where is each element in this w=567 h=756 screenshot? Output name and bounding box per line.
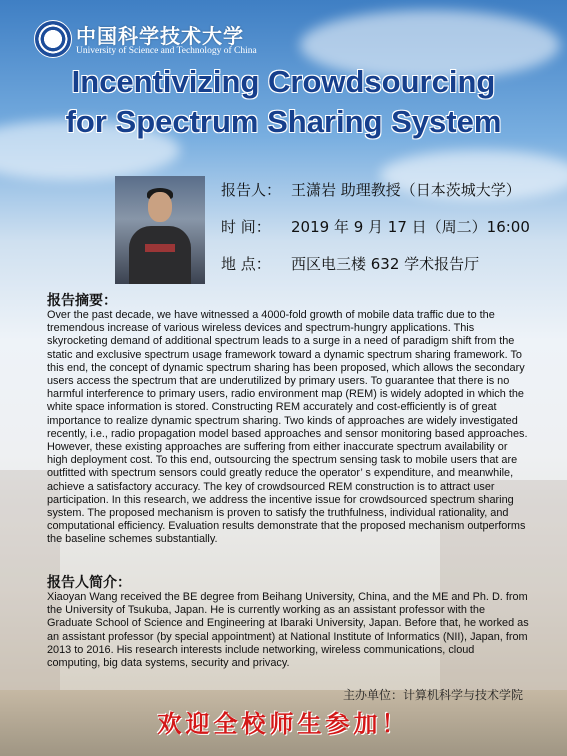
welcome-banner: 欢迎全校师生参加！ bbox=[157, 709, 410, 738]
time-label: 时 间： bbox=[221, 218, 271, 236]
talk-title-line-1: Incentivizing Crowdsourcing bbox=[71, 64, 496, 99]
time-row bbox=[221, 216, 530, 237]
place-value: 西区电三楼 632 学术报告厅 bbox=[291, 255, 480, 273]
speaker-value: 王潇岩 助理教授（日本茨城大学） bbox=[291, 181, 521, 199]
bio-text: Xiaoyan Wang received the BE degree from Beihang University, China, and the ME and Ph. D. from the University of Tsukuba, Japan. He is currently working as an assistant professor with the Graduate School of Science and Engineering at Ibaraki University, Japan. Before that, he worked as an assistant professor (by special appointment) at National Institute of Informatics (NII), Japan, from 2013 to 2016. His research interests include networking, wireless communications, cloud computing, big data systems, security and privacy. bbox=[47, 591, 529, 670]
university-logo bbox=[34, 20, 257, 60]
speaker-photo bbox=[115, 176, 205, 284]
university-seal-icon bbox=[34, 20, 72, 58]
university-name-cn: 中国科学技术大学 bbox=[76, 24, 244, 48]
place-label: 地 点： bbox=[221, 255, 271, 273]
abstract-text: Over the past decade, we have witnessed a 4000-fold growth of mobile data traffic due to the tremendous increase of various wireless devices and spectrum-hungry applications. This skyrocketing demand of additional spectrum leads to a surge in a need of paradigm shift from the static and exclusive spectrum usage framework toward a dynamic spectrum sharing framework. To this end, the concept of dynamic spectrum sharing has been proposed, which allows the secondary users access the spectrum that are underutilized by primary users. To guarantee that there is no harmful interference to primary users, radio environment map (REM) is widely adopted in which the white space information is stored. Constructing REM accurately and cost-efficiently is of great importance to realize dynamic spectrum sharing. Two kinds of approaches are widely investigated recently, i.e., radio propagation model based approaches and sensor monitoring based approaches. However, these existing approaches are suffering from either inaccurate spectrum availability or high deployment cost. To this end, outsourcing the spectrum sensing task to mobile users that are outfitted with spectrum sensors could greatly reduce the operator’ s expenditure, and meanwhile, achieve a satisfactory accuracy. The key of crowdsourced REM construction is to attract user participation. In this research, we address the incentive issue for crowdsourced spectrum sharing system. The proposed mechanism is proven to satisfy the truthfulness, individual rationality, and computational efficiency. Evaluation results demonstrate that the proposed mechanism outperforms the baseline schemes substantially. bbox=[47, 309, 528, 546]
talk-title-line-2: for Spectrum Sharing System bbox=[65, 104, 502, 139]
abstract-heading: 报告摘要： bbox=[47, 293, 117, 309]
photo-shirt-print bbox=[145, 244, 175, 252]
organizer: 主办单位：计算机科学与技术学院 bbox=[342, 688, 523, 702]
speaker-label: 报告人： bbox=[221, 181, 282, 199]
photo-head bbox=[148, 192, 172, 222]
time-value: 2019 年 9 月 17 日（周二）16:00 bbox=[291, 218, 530, 236]
talk-title bbox=[0, 62, 567, 142]
speaker-row bbox=[221, 179, 521, 200]
place-row bbox=[221, 253, 479, 274]
photo-body bbox=[129, 226, 191, 284]
university-name-en: University of Science and Technology of China bbox=[76, 46, 257, 56]
bio-heading: 报告人简介： bbox=[47, 575, 131, 591]
